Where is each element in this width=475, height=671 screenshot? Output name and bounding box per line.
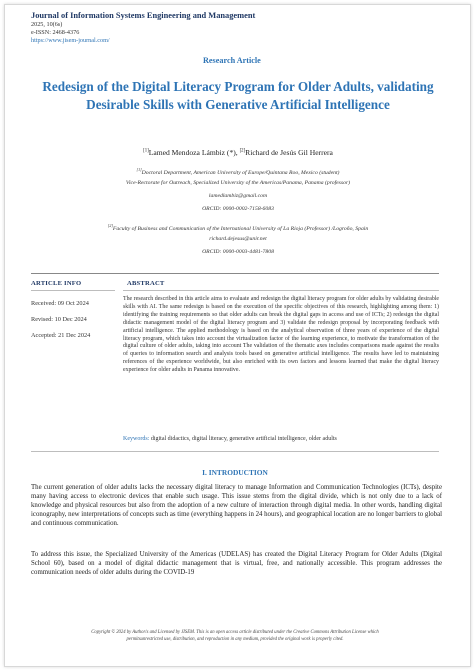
- journal-title: Journal of Information Systems Engineering and Management: [31, 11, 256, 20]
- affiliation-1: [36, 166, 440, 177]
- abstract-heading: ABSTRACT: [127, 280, 165, 287]
- section-heading-introduction: I. INTRODUCTION: [202, 468, 268, 477]
- author-1-name: Lamed Mendoza Lámbiz (*),: [148, 148, 240, 157]
- footer-line-1: Copyright © 2024 by Author/s and Licensed by JISEM. This is an open access article distributed under the Creative Commons Attribution License which: [91, 630, 379, 635]
- author-line: [40, 148, 436, 157]
- footer-line-2: permitsunrestricted use, distribution, and reproduction in any medium, provided the original work is properly cited.: [126, 636, 344, 642]
- paper-title: Redesign of the Digital Literacy Program for Older Adults, validating Desirable Skills with Generative Artificial Intelligence: [42, 79, 434, 112]
- abstract-divider: [123, 290, 439, 291]
- affiliation-2: [36, 222, 440, 233]
- affiliation-1-sup: [1]: [136, 167, 142, 172]
- bottom-divider: [31, 451, 439, 452]
- journal-issn: e-ISSN: 2468-4376: [31, 29, 80, 36]
- article-info-divider: [31, 290, 115, 291]
- received-date: Received: 09 Oct 2024: [31, 300, 89, 307]
- intro-paragraph-2: To address this issue, the Specialized University of the Americas (UDELAS) has created the Digital Literacy Program for Older Adults (Digital School 60), based on a model of digital didactic management that is virtual, free, and nationally accessible. This program addresses the communication needs of older adults during the COVID-19: [31, 551, 442, 577]
- journal-url[interactable]: https://www.jisem-journal.com/: [31, 37, 110, 44]
- keywords-list: digital didactics, digital literacy, generative artificial intelligence, older adults: [150, 436, 337, 442]
- affiliation-2-text: Faculty of Business and Communication of the International University of La Rioja (Professor) /Logroño, Spain: [112, 225, 369, 232]
- author-2-sup: [2]: [239, 148, 246, 154]
- author-1-sup: [1]: [143, 148, 149, 154]
- top-divider: [31, 273, 439, 274]
- affiliation-1-text: Doctoral Department, American University of Europe/Quintana Roo, Mexico (student): [141, 169, 340, 176]
- affiliation-2-email[interactable]: richard.dejesus@unir.net: [209, 236, 267, 242]
- accepted-date: Accepted: 21 Dec 2024: [31, 332, 91, 339]
- affiliation-1-vice: Vice-Rectorate for Outreach, Specialized University of the Americas/Panama, Panama (professor): [125, 180, 351, 186]
- affiliation-1-orcid: ORCID: 0000-0002-7158-6083: [202, 206, 274, 212]
- affiliation-2-sup: [2]: [107, 223, 113, 228]
- author-2-name: Richard de Jesús Gil Herrera: [245, 148, 333, 157]
- journal-header: [31, 11, 451, 45]
- affiliation-1-email[interactable]: lamedlambiz@gmail.com: [208, 193, 268, 199]
- article-info-heading: ARTICLE INFO: [31, 280, 82, 287]
- journal-issue: 2025, 10(6s): [31, 21, 63, 28]
- intro-paragraph-1: The current generation of older adults lacks the necessary digital literacy to manage Information and Communication Technologies (ICTs), despite many having access to electronic devices that enable such usage. This issue stems from the digital divide, which is not only due to a lack of knowledge and physical resources but also from the adoption of a new culture of interaction through digital media. In other words, handling digital iconography, new interpretations of concepts such as time (everything happens in 24 hours), and geographical location are no longer barriers to global and continuous communication.: [31, 484, 443, 528]
- keywords-label: Keywords:: [123, 436, 151, 442]
- article-dates: [31, 296, 90, 344]
- affiliation-2-orcid: ORCID: 0000-0003-4481-7808: [202, 249, 274, 255]
- revised-date: Revised: 10 Dec 2024: [31, 316, 87, 323]
- article-type: Research Article: [203, 56, 261, 65]
- copyright-footer: [31, 630, 439, 643]
- abstract-text: The research described in this article aims to evaluate and redesign the digital literacy program for older adults by validating desirable skills with AI. The same redesign is based on the execution of the specific objectives of this research, highlighting among them: 1) identifying the training requirements so that older adults can break the digital gaps in access and use of ICTs; 2) redesign the digital didactic management model of the digital literacy program and 3) validate the redesign proposal by incorporating feedback with artificial intelligence. The applied methodology is based on the analytical observation of three years of experience of the digital literacy program, which takes into account the virtualization factor of the learning experience, to motivate the transformation of the digital culture of older adults, taking into account The validation of the thematic axes includes comparisons made against the results of queries to information search and analysis tools based on generative artificial intelligence. The results have led to maintaining references of the experience worldwide, but also enriched with its own factors and lessons learned that make the digital literacy experience for older adults in Panama innovative.: [123, 296, 440, 374]
- keywords: [123, 436, 439, 442]
